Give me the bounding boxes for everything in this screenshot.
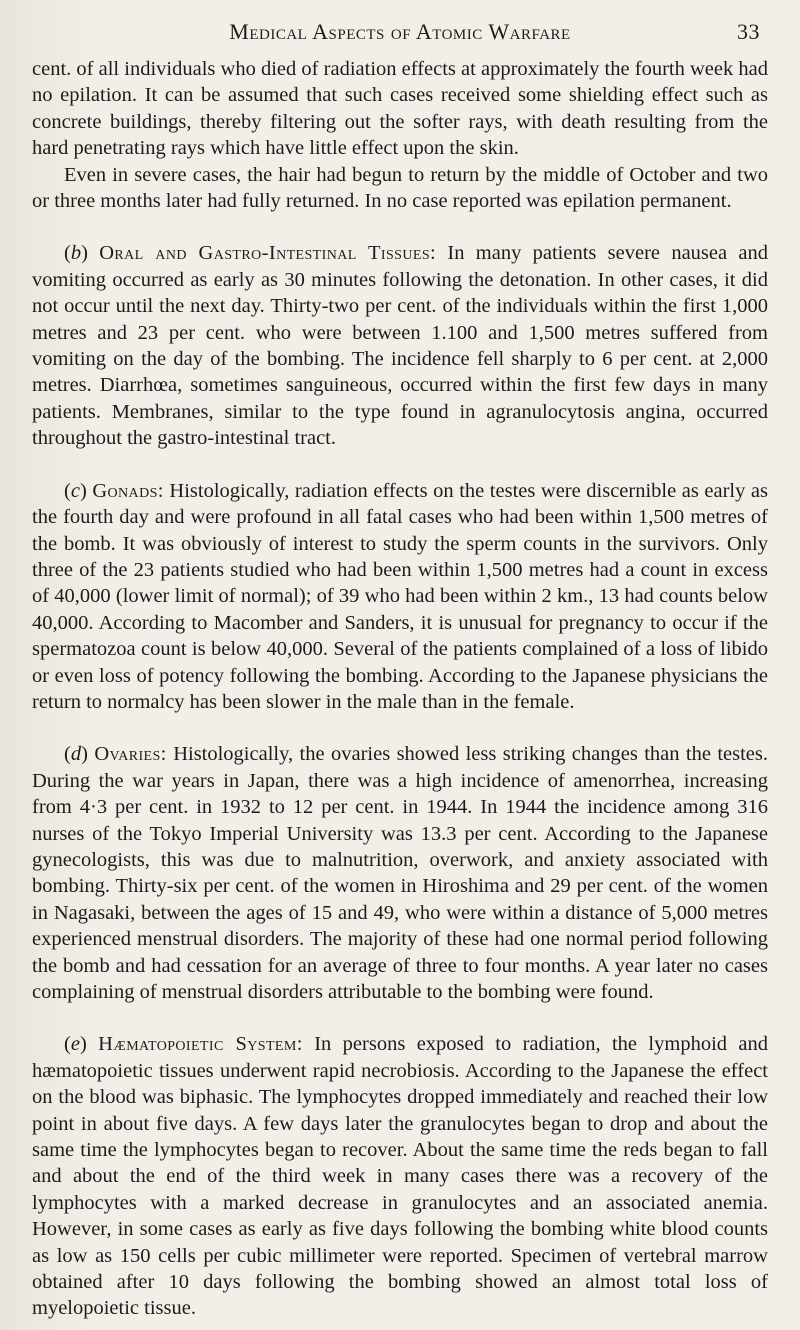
running-head bbox=[32, 14, 768, 50]
section-label-close: ) bbox=[81, 242, 88, 265]
section-label-open: ( bbox=[64, 743, 71, 766]
section-label-open: ( bbox=[64, 242, 71, 265]
section-label-close: ) bbox=[79, 1033, 87, 1056]
section-text: In persons exposed to radiation, the lymphoid and hæmatopoietic tissues underwent rapid necrobiosis. According to the Japanese the effect on the blood was biphasic. The lymphocytes dropped immediately and reached their low point in about five days. A few days later the granulocytes began to drop and about the same time the lymphocytes began to recover. About the same time the reds began to fall and about the end of the third week in many cases there was a recovery of the lymphocytes with a marked decrease in granulocytes and an associated anemia. However, in some cases as early as five days following the bombing white blood counts as low as 150 cells per cubic millimeter were reported. Specimen of vertebral marrow obtained after 10 days following the bombing showed an almost total loss of myelopoietic tissue. bbox=[32, 1033, 768, 1320]
section-heading: Oral and Gastro-Intestinal Tissues: bbox=[99, 242, 437, 265]
paragraph-epilation-recovery: Even in severe cases, the hair had begun to return by the middle of October and two or three months later had fully returned. In no case reported was epilation permanent. bbox=[32, 163, 768, 213]
section-text: Histologically, radiation effects on the testes were discernible as early as the fourth day and were profound in all fatal cases who had been within 1,500 metres of the bomb. It was obviously of interest to study the sperm counts in the survivors. Only three of the 23 patients studied who had been within 1,500 metres had a count in excess of 40,000 (lower limit of normal); of 39 who had been within 2 km., 13 had counts below 40,000. According to Macomber and Sanders, it is unusual for pregnancy to occur if the spermatozoa count is below 40,000. Several of the patients complained of a loss of libido or even loss of potency following the bombing. According to the Japanese physicians the return to normalcy has been slower in the male than in the female. bbox=[32, 479, 769, 713]
section-oral-gastro-intestinal bbox=[32, 240, 768, 451]
section-haematopoietic-system bbox=[32, 1031, 768, 1321]
section-label-letter: d bbox=[70, 743, 82, 766]
section-label-close: ) bbox=[79, 479, 87, 502]
section-label-close: ) bbox=[81, 743, 88, 766]
page-number: 33 bbox=[737, 19, 760, 44]
section-label-open: ( bbox=[64, 1033, 71, 1056]
paragraph-epilation-continued: cent. of all individuals who died of radiation effects at approximately the fourth week had no epilation. It can be assumed that such cases received some shielding effect such as concrete buildings, thereby filtering out the softer rays, with death resulting from the hard penetrating rays which have little effect upon the skin. bbox=[32, 58, 768, 160]
running-head-title: Medical Aspects of Atomic Warfare bbox=[229, 19, 571, 44]
section-label-letter: c bbox=[70, 479, 80, 502]
section-ovaries bbox=[32, 741, 768, 1005]
section-heading: Hæmatopoietic System: bbox=[98, 1033, 303, 1056]
body-text bbox=[32, 56, 768, 1322]
section-text: In many patients severe nausea and vomiting occurred as early as 30 minutes following the detonation. In other cases, it did not occur until the next day. Thirty-two per cent. of the individuals within the first 1,000 metres and 23 per cent. who were between 1.100 and 1,500 metres suffered from vomiting on the day of the bombing. The incidence fell sharply to 6 per cent. at 2,000 metres. Diarrhœa, sometimes sanguineous, occurred within the first few days in many patients. Membranes, similar to the type found in agranulocytosis angina, occurred throughout the gastro-intestinal tract. bbox=[32, 242, 768, 450]
section-text: Histologically, the ovaries showed less striking changes than the testes. During the war years in Japan, there was a high incidence of amenorrhea, increasing from 4·3 per cent. in 1932 to 12 per cent. in 1944. In 1944 the incidence among 316 nurses of the Tokyo Imperial University was 13.3 per cent. According to the Japanese gynecologists, this was due to malnutrition, overwork, and anxiety associated with bombing. Thirty-six per cent. of the women in Hiroshima and 29 per cent. of the women in Nagasaki, between the ages of 15 and 49, who were within a distance of 5,000 metres experienced menstrual disorders. The majority of these had one normal period following the bomb and had cessation for an average of three to four months. A year later no cases complaining of menstrual disorders attributable to the bombing were found. bbox=[32, 743, 769, 1003]
section-heading: Ovaries: bbox=[94, 743, 167, 766]
section-gonads bbox=[32, 478, 768, 716]
section-label-letter: e bbox=[70, 1033, 80, 1056]
section-heading: Gonads: bbox=[92, 479, 164, 502]
section-label-open: ( bbox=[64, 479, 71, 502]
section-label-letter: b bbox=[70, 242, 82, 265]
